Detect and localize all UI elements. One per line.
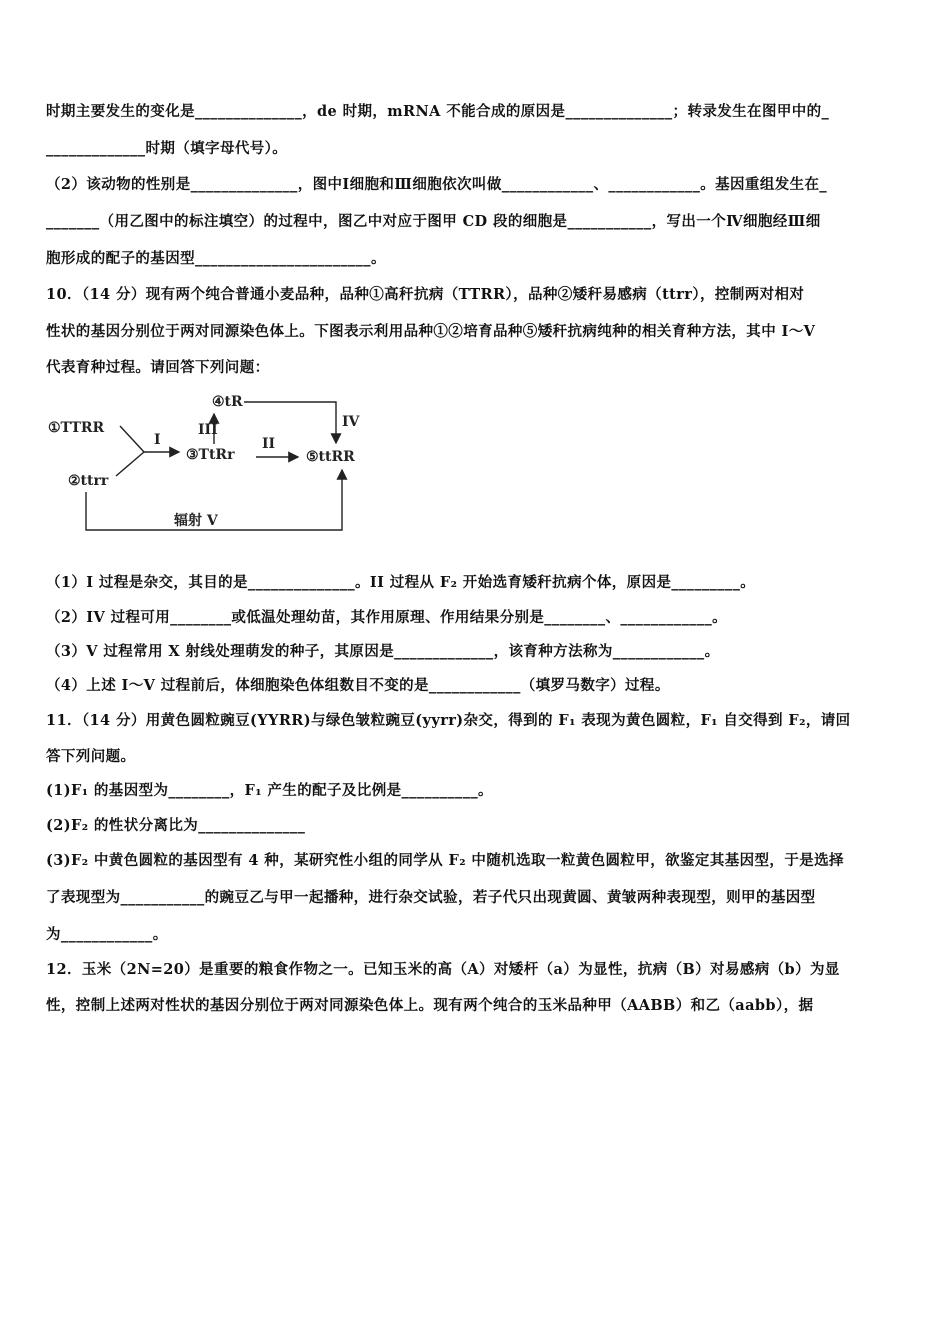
text-line: 性状的基因分别位于两对同源染色体上。下图表示利用品种①②培育品种⑤矮秆抗病纯种的相关育种方法，其中 I～V [46, 323, 816, 340]
step-4-label: IV [342, 414, 360, 430]
step-2-label: II [262, 436, 276, 452]
step-3-label: III [198, 422, 218, 438]
question-10-part-1: （1）I 过程是杂交，其目的是______________。II 过程从 F₂ 开始选育矮秆抗病个体，原因是_________。 [46, 574, 756, 591]
node-1: ①TTRR [48, 420, 105, 436]
text-line: 为____________。 [46, 926, 168, 943]
node-5: ⑤ttRR [306, 449, 355, 465]
text-line: 代表育种过程。请回答下列问题： [46, 359, 270, 376]
node-2: ②ttrr [68, 473, 109, 489]
text-line: _____________时期（填字母代号）。 [46, 140, 288, 157]
question-11-part-3: (3)F₂ 中黄色圆粒的基因型有 4 种，某研究性小组的同学从 F₂ 中随机选取一粒黄色圆粒甲，欲鉴定其基因型，于是选择 [46, 852, 844, 869]
text-line: 时期主要发生的变化是______________，de 时期，mRNA 不能合成的原因是______________；转录发生在图甲中的_ [46, 103, 830, 120]
text-line: 性，控制上述两对性状的基因分别位于两对同源染色体上。现有两个纯合的玉米品种甲（AABB）和乙（aabb），据 [46, 997, 814, 1014]
question-10-part-3: （3）V 过程常用 X 射线处理萌发的种子，其原因是_____________，该育种方法称为____________。 [46, 643, 720, 660]
text-line: 胞形成的配子的基因型_______________________。 [46, 250, 386, 267]
question-12: 12．玉米（2N=20）是重要的粮食作物之一。已知玉米的高（A）对矮杆（a）为显性，抗病（B）对易感病（b）为显 [46, 961, 840, 978]
breeding-diagram [46, 388, 376, 538]
node-4: ④tR [212, 394, 243, 410]
diagram-arrows [86, 402, 342, 530]
question-10-part-2: （2）IV 过程可用________或低温处理幼苗，其作用原理、作用结果分别是________、____________。 [46, 609, 728, 626]
text-line: （2）该动物的性别是______________，图中Ⅰ细胞和Ⅲ细胞依次叫做____________、____________。基因重组发生在_ [46, 176, 828, 193]
step-5-label: 辐射 V [174, 513, 218, 529]
text-line: 答下列问题。 [46, 748, 136, 765]
step-1-label: I [154, 432, 161, 448]
node-3: ③TtRr [186, 447, 235, 463]
question-11-part-1: (1)F₁ 的基因型为________，F₁ 产生的配子及比例是__________。 [46, 782, 493, 799]
question-11: 11．（14 分）用黄色圆粒豌豆(YYRR)与绿色皱粒豌豆(yyrr)杂交，得到的 F₁ 表现为黄色圆粒，F₁ 自交得到 F₂，请回 [46, 712, 851, 729]
question-11-part-2: (2)F₂ 的性状分离比为______________ [46, 817, 306, 834]
question-10-part-4: （4）上述 I～V 过程前后，体细胞染色体组数目不变的是____________（填罗马数字）过程。 [46, 677, 670, 694]
text-line: _______（用乙图中的标注填空）的过程中，图乙中对应于图甲 CD 段的细胞是___________，写出一个Ⅳ细胞经Ⅲ细 [46, 213, 821, 230]
question-10: 10．（14 分）现有两个纯合普通小麦品种，品种①高秆抗病（TTRR），品种②矮秆易感病（ttrr），控制两对相对 [46, 286, 805, 303]
text-line: 了表现型为___________的豌豆乙与甲一起播种，进行杂交试验，若子代只出现黄圆、黄皱两种表现型，则甲的基因型 [46, 889, 816, 906]
